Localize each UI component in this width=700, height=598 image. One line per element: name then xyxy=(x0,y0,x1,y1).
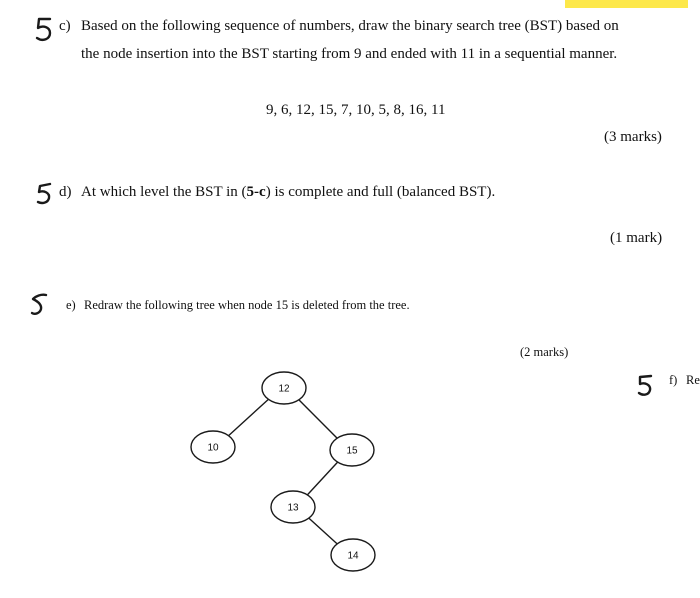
tree-edge-12-10 xyxy=(227,398,269,437)
tree-node-10 xyxy=(191,431,235,463)
tree-edge-13-14 xyxy=(308,517,339,545)
question-e-marks: (2 marks) xyxy=(520,345,569,359)
question-d-label: d) xyxy=(59,184,72,200)
question-d-marks: (1 mark) xyxy=(610,230,663,246)
tree-node-12 xyxy=(262,372,306,404)
question-c-line-2: the node insertion into the BST starting from 9 and ended with 11 in a sequential manner. xyxy=(81,46,618,62)
question-c-label: c) xyxy=(59,18,71,34)
question-d-text-end: ) is complete and full (balanced BST). xyxy=(265,184,496,200)
tree-node-label: 13 xyxy=(287,502,299,514)
tree-node-label: 14 xyxy=(347,550,359,562)
question-d-text-start: At which level the BST in ( xyxy=(81,184,247,200)
question-c-marks: (3 marks) xyxy=(604,129,662,145)
tree-node-label: 12 xyxy=(278,383,290,395)
tree-node-label: 10 xyxy=(207,442,219,454)
tree-edge-15-13 xyxy=(306,461,338,496)
question-c-line-1: Based on the following sequence of numbers, draw the binary search tree (BST) based on xyxy=(81,18,619,34)
question-e-text: Redraw the following tree when node 15 is deleted from the tree. xyxy=(84,298,410,312)
tree-node-15 xyxy=(330,434,374,466)
question-d-reference: 5-c xyxy=(246,184,266,200)
question-e-label: e) xyxy=(66,298,76,312)
tree-node-13 xyxy=(271,491,315,523)
tree-edge-12-15 xyxy=(298,399,338,439)
question-f-label: f) xyxy=(669,373,678,387)
tree-node-14 xyxy=(331,539,375,571)
number-sequence: 9, 6, 12, 15, 7, 10, 5, 8, 16, 11 xyxy=(266,102,446,118)
question-f-text: Re xyxy=(686,373,700,387)
tree-node-label: 15 xyxy=(346,445,358,457)
